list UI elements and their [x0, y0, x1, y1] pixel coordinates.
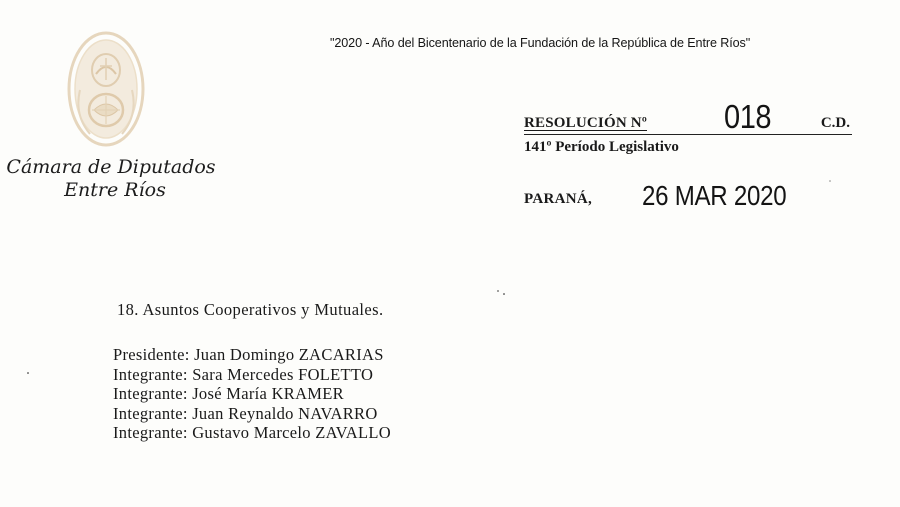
- list-item: [113, 404, 391, 424]
- member-role: Integrante:: [113, 364, 188, 384]
- member-name: Juan Reynaldo NAVARRO: [192, 403, 378, 423]
- scan-speck: [497, 290, 499, 292]
- resolution-suffix: C.D.: [820, 115, 850, 131]
- scan-speck: [829, 180, 831, 182]
- section-title: 18. Asuntos Cooperativos y Mutuales.: [117, 300, 384, 319]
- legislative-period: 141º Período Legislativo: [524, 139, 679, 155]
- member-role: Integrante:: [113, 403, 188, 423]
- chamber-name-line1: Cámara de Diputados: [6, 156, 216, 178]
- year-motto: "2020 - Año del Bicentenario de la Fundación de la República de Entre Ríos": [330, 36, 751, 50]
- members-list: [113, 345, 391, 443]
- member-role: Presidente:: [113, 345, 190, 364]
- member-name: Juan Domingo ZACARIAS: [194, 345, 384, 364]
- list-item: [113, 345, 391, 365]
- provincial-seal-icon: [66, 30, 146, 148]
- chamber-name: [6, 156, 216, 202]
- member-name: Sara Mercedes FOLETTO: [192, 364, 374, 384]
- scan-speck: [503, 293, 505, 295]
- member-name: Gustavo Marcelo ZAVALLO: [192, 423, 391, 442]
- list-item: [113, 423, 391, 443]
- member-role: Integrante:: [113, 384, 188, 403]
- resolution-label: RESOLUCIÓN Nº: [524, 115, 647, 131]
- member-name: José María KRAMER: [192, 384, 344, 403]
- scan-speck: [27, 372, 29, 374]
- member-role: Integrante:: [113, 423, 188, 442]
- resolution-number: 018: [724, 98, 772, 135]
- resolution-number-line: [524, 98, 852, 135]
- list-item: [113, 384, 391, 404]
- date-stamp: 26 MAR 2020: [642, 180, 787, 211]
- list-item: [113, 365, 391, 385]
- chamber-name-line2: Entre Ríos: [64, 179, 166, 201]
- place-date: [524, 174, 844, 214]
- place-label: PARANÁ,: [524, 191, 593, 207]
